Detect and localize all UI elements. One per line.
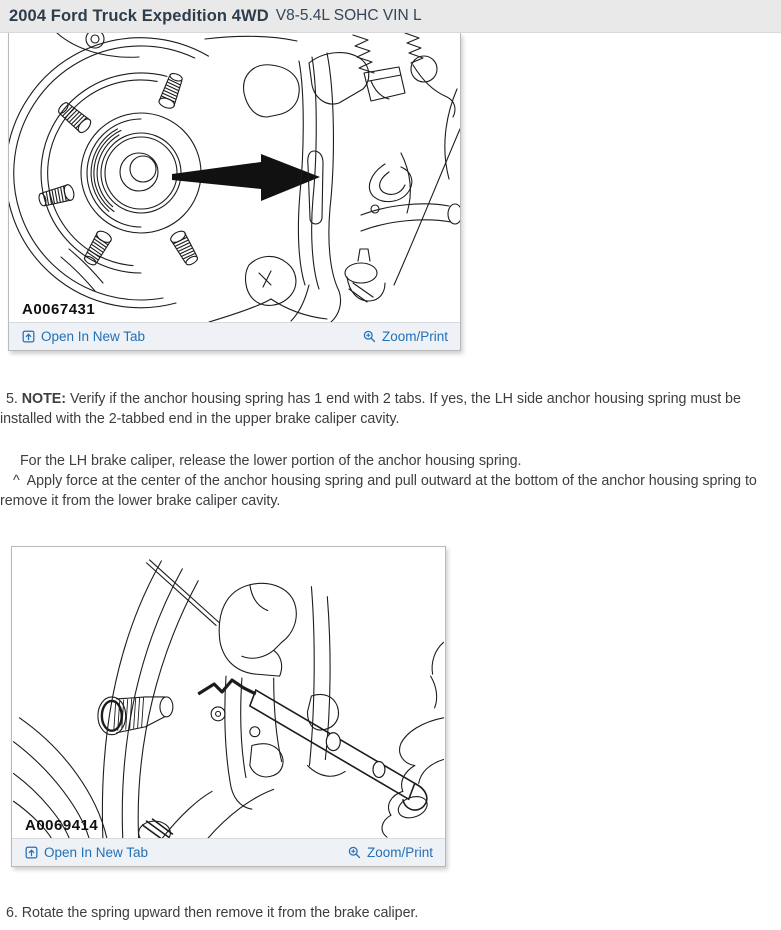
figure-toolbar bbox=[9, 322, 460, 350]
anchor-spring-illustration bbox=[12, 547, 445, 838]
step-6-paragraph bbox=[0, 903, 781, 923]
page-header bbox=[0, 0, 781, 33]
step-5-substeps bbox=[0, 451, 781, 511]
figure-code-label: A0069414 bbox=[25, 817, 99, 834]
figure-card-anchor-spring bbox=[11, 546, 446, 867]
engine-subtitle: V8-5.4L SOHC VIN L bbox=[275, 7, 422, 24]
substep-release-text: For the LH brake caliper, release the lower portion of the anchor housing spring. bbox=[20, 453, 522, 469]
open-in-new-tab-icon bbox=[21, 329, 36, 344]
note-text: Verify if the anchor housing spring has 1 end with 2 tabs. If yes, the LH side anchor housing spring must be installed with the 2-tabbed end in the upper brake caliper cavity. bbox=[0, 391, 741, 427]
substep-apply-force bbox=[0, 471, 781, 511]
vehicle-title: 2004 Ford Truck Expedition 4WD bbox=[9, 6, 269, 25]
substep-apply-force-text: Apply force at the center of the anchor housing spring and pull outward at the bottom of the anchor housing spring to remove it from the lower brake caliper cavity. bbox=[0, 473, 757, 509]
anchor-spring-diagram bbox=[12, 547, 445, 838]
wheel-studs-group bbox=[37, 72, 200, 268]
brake-caliper-illustration bbox=[9, 33, 460, 322]
open-in-new-tab-link[interactable]: Open In New Tab bbox=[24, 845, 148, 860]
zoom-in-icon bbox=[347, 845, 362, 860]
zoom-print-link[interactable]: Zoom/Print bbox=[362, 329, 448, 344]
note-label: NOTE: bbox=[21, 391, 66, 407]
step-6 bbox=[0, 903, 781, 923]
brake-caliper-diagram bbox=[9, 33, 460, 322]
hand-group bbox=[382, 642, 444, 837]
caret-bullet: ^ bbox=[13, 473, 20, 489]
open-in-new-tab-icon bbox=[24, 845, 39, 860]
caliper-body-group bbox=[211, 583, 345, 809]
step-number: 5. bbox=[6, 391, 18, 407]
step-6-text: 6. Rotate the spring upward then remove it from the brake caliper. bbox=[6, 905, 419, 921]
pointer-arrow bbox=[172, 154, 320, 201]
figure-card-brake-caliper bbox=[8, 33, 461, 351]
figure-toolbar bbox=[12, 838, 445, 866]
figure-code-label: A0067431 bbox=[22, 301, 96, 318]
step-5-note bbox=[0, 389, 781, 429]
step-5-paragraph bbox=[0, 389, 781, 429]
open-in-new-tab-link[interactable]: Open In New Tab bbox=[21, 329, 145, 344]
zoom-print-link[interactable]: Zoom/Print bbox=[347, 845, 433, 860]
zoom-in-icon bbox=[362, 329, 377, 344]
